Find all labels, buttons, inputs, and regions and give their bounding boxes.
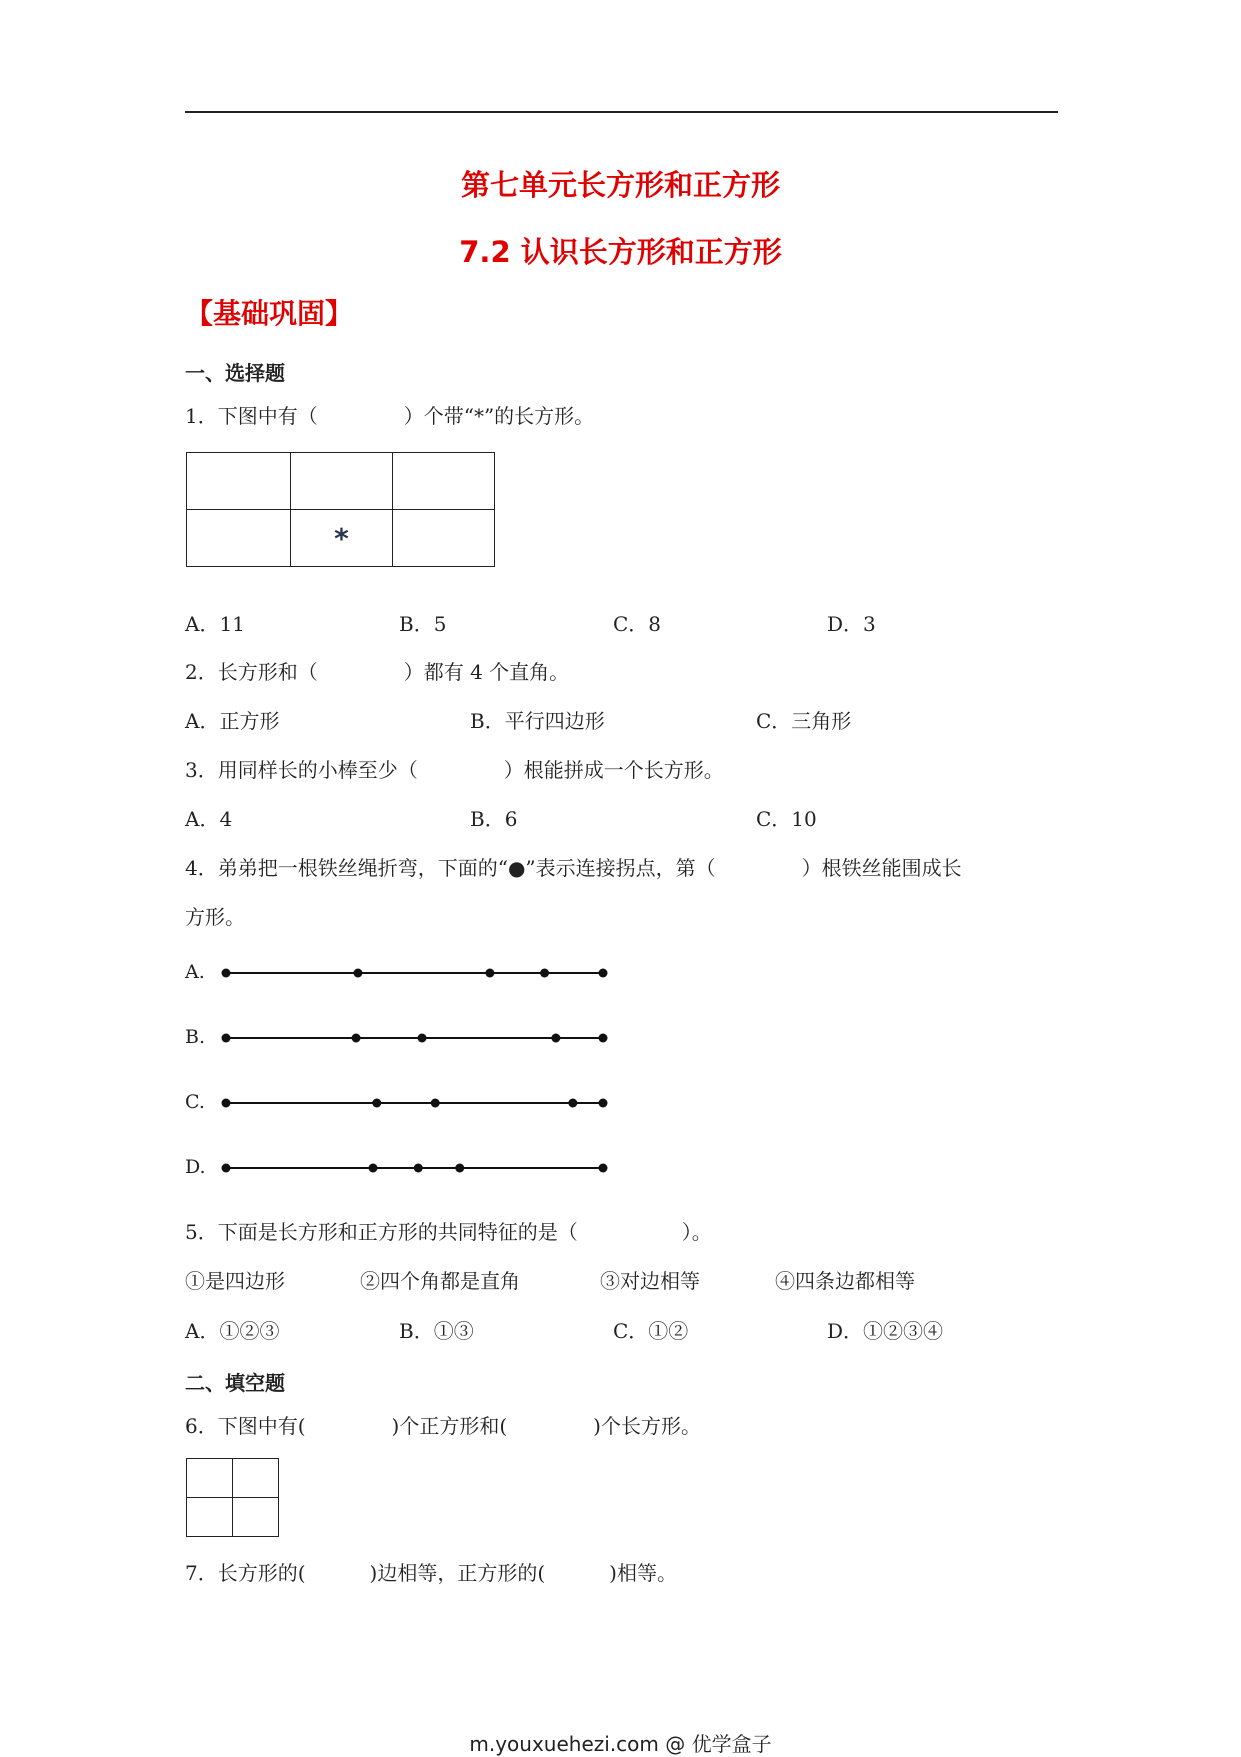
wire-c-joint bbox=[599, 1099, 608, 1108]
wire-a-joint bbox=[540, 969, 549, 978]
page-subtitle: 7.2 认识长方形和正方形 bbox=[459, 235, 782, 269]
wire-d-joint bbox=[455, 1164, 464, 1173]
q3-option-b[interactable]: B．6 bbox=[470, 807, 518, 831]
question-6 bbox=[185, 1416, 701, 1436]
q7-text-pre: 7．长方形的( bbox=[185, 1561, 306, 1585]
q5-option-d[interactable]: D．①②③④ bbox=[827, 1319, 944, 1343]
q6-grid-cell bbox=[187, 1498, 233, 1537]
q5-feature-2: ②四个角都是直角 bbox=[360, 1269, 520, 1293]
q1-option-c[interactable]: C．8 bbox=[613, 612, 662, 636]
q1-option-d[interactable]: D．3 bbox=[827, 612, 876, 636]
q6-grid-cell bbox=[187, 1459, 233, 1498]
q5-feature-4: ④四条边都相等 bbox=[775, 1269, 915, 1293]
q5-option-a[interactable]: A．①②③ bbox=[185, 1319, 280, 1343]
section-label: 【基础巩固】 bbox=[185, 297, 354, 330]
part1-heading: 一、选择题 bbox=[185, 361, 285, 385]
q6-grid-cell bbox=[233, 1498, 279, 1537]
wire-b-joint bbox=[599, 1034, 608, 1043]
wire-a-joint bbox=[485, 969, 494, 978]
q6-figure bbox=[186, 1458, 279, 1537]
wire-d-joint bbox=[222, 1164, 231, 1173]
q5-option-b[interactable]: B．①③ bbox=[399, 1319, 474, 1343]
wire-c-joint bbox=[222, 1099, 231, 1108]
q5-text-pre: 5．下面是长方形和正方形的共同特征的是（ bbox=[185, 1220, 578, 1244]
q1-text-post: ）个带“*”的长方形。 bbox=[403, 404, 595, 428]
part2-heading: 二、填空题 bbox=[185, 1371, 285, 1395]
wire-c-joint bbox=[372, 1099, 381, 1108]
wire-b-joint bbox=[418, 1034, 427, 1043]
q2-option-a[interactable]: A．正方形 bbox=[185, 709, 280, 733]
q1-asterisk-cell: * bbox=[291, 510, 393, 567]
wire-a-joint bbox=[222, 969, 231, 978]
q5-option-c[interactable]: C．①② bbox=[613, 1319, 689, 1343]
wire-b-label[interactable]: B. bbox=[185, 1026, 206, 1048]
q4-text-post: ）根铁丝能围成长 bbox=[801, 856, 962, 880]
wire-b-joint bbox=[352, 1034, 361, 1043]
q1-option-b[interactable]: B．5 bbox=[399, 612, 447, 636]
q3-option-a[interactable]: A．4 bbox=[185, 807, 233, 831]
wire-b-joint bbox=[222, 1034, 231, 1043]
question-7 bbox=[185, 1563, 677, 1583]
q5-feature-1: ①是四边形 bbox=[185, 1269, 285, 1293]
wire-c-joint bbox=[568, 1099, 577, 1108]
wire-a-joint bbox=[353, 969, 362, 978]
wire-b-joint bbox=[551, 1034, 560, 1043]
wire-a-label[interactable]: A. bbox=[185, 961, 205, 983]
q3-text-post: ）根能拼成一个长方形。 bbox=[503, 758, 724, 782]
q5-feature-3: ③对边相等 bbox=[600, 1269, 700, 1293]
q4-text-line2: 方形。 bbox=[185, 905, 245, 929]
q5-text-post: ）。 bbox=[681, 1220, 712, 1244]
q3-text-pre: 3．用同样长的小棒至少（ bbox=[185, 758, 418, 782]
q1-option-a[interactable]: A．11 bbox=[185, 612, 245, 636]
q7-text-mid: )边相等，正方形的( bbox=[369, 1561, 546, 1585]
page-title: 第七单元长方形和正方形 bbox=[460, 168, 780, 202]
q4-text-pre: 4．弟弟把一根铁丝绳折弯，下面的“●”表示连接拐点，第（ bbox=[185, 856, 716, 880]
wire-d-joint bbox=[369, 1164, 378, 1173]
question-5 bbox=[185, 1222, 712, 1242]
wire-d-joint bbox=[414, 1164, 423, 1173]
q6-text-mid: )个正方形和( bbox=[391, 1414, 508, 1438]
q6-grid bbox=[186, 1458, 279, 1537]
q7-text-post: )相等。 bbox=[609, 1561, 677, 1585]
q6-grid-cell bbox=[233, 1459, 279, 1498]
footer-watermark: m.youxuehezi.com @ 优学盒子 bbox=[469, 1732, 772, 1756]
q1-text-pre: 1．下图中有（ bbox=[185, 404, 318, 428]
wire-d-joint bbox=[599, 1164, 608, 1173]
q2-text-pre: 2．长方形和（ bbox=[185, 660, 318, 684]
q2-option-b[interactable]: B．平行四边形 bbox=[470, 709, 605, 733]
q6-text-post: )个长方形。 bbox=[593, 1414, 701, 1438]
wire-c-label[interactable]: C. bbox=[185, 1091, 205, 1113]
wire-a-joint bbox=[599, 969, 608, 978]
wire-c-joint bbox=[431, 1099, 440, 1108]
q3-option-c[interactable]: C．10 bbox=[756, 807, 817, 831]
wire-d-label[interactable]: D. bbox=[185, 1156, 206, 1178]
q6-text-pre: 6．下图中有( bbox=[185, 1414, 306, 1438]
q2-text-post: ）都有 4 个直角。 bbox=[403, 660, 570, 684]
q2-option-c[interactable]: C．三角形 bbox=[756, 709, 852, 733]
